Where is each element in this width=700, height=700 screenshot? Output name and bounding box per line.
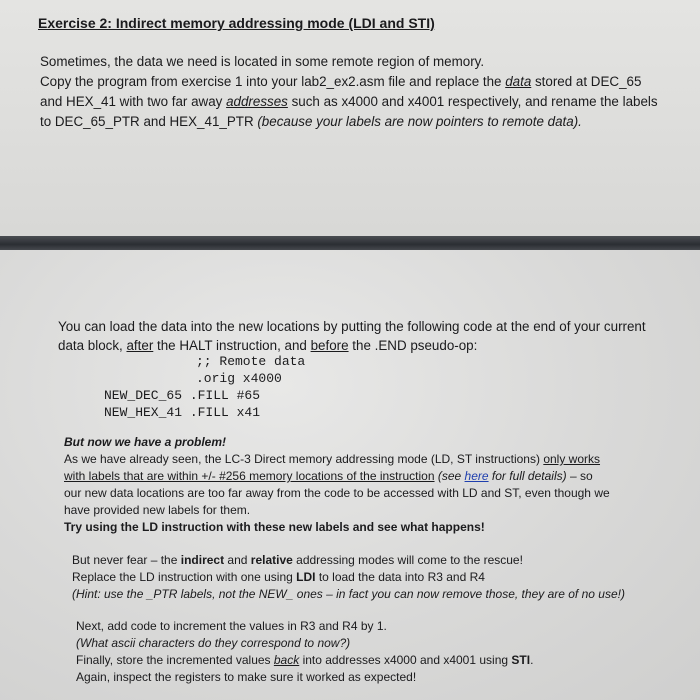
code-comment: ;; Remote data [196,354,306,369]
intro-line-4: to DEC_65_PTR and HEX_41_PTR (because your labels are now pointers to remote data). [40,114,582,129]
fix-hint: (Hint: use the _PTR labels, not the NEW_ ones – in fact you can now remove those, they are of no use!) [72,587,625,601]
page-divider [0,236,700,250]
problem-heading: But now we have a problem! [64,435,227,449]
next-line-2: (What ascii characters do they correspond to now?) [76,636,351,650]
fix-line-2: Replace the LD instruction with one using LDI to load the data into R3 and R4 [72,570,485,584]
load-line-2: data block, after the HALT instruction, and before the .END pseudo-op: [58,338,478,353]
next-line-1: Next, add code to increment the values in R3 and R4 by 1. [76,619,387,633]
intro-line-3: and HEX_41 with two far away addresses such as x4000 and x4001 respectively, and rename the labels [40,94,658,109]
code-orig: .orig x4000 [196,371,282,386]
bottom-page [0,250,700,700]
load-line-1: You can load the data into the new locations by putting the following code at the end of your current [58,319,646,334]
here-link[interactable]: here [464,469,489,483]
next-line-3: Finally, store the incremented values back into addresses x4000 and x4001 using STI. [76,653,534,667]
problem-line-2: with labels that are within +/- #256 memory locations of the instruction (see here for full details) – so [64,469,593,483]
problem-line-3: our new data locations are too far away from the code to be accessed with LD and ST, even though we [64,486,610,500]
intro-line-2: Copy the program from exercise 1 into your lab2_ex2.asm file and replace the data stored at DEC_65 [40,74,642,89]
next-line-4: Again, inspect the registers to make sure it worked as expected! [76,670,417,684]
problem-line-4: have provided new labels for them. [64,503,251,517]
fix-line-1: But never fear – the indirect and relative addressing modes will come to the rescue! [72,553,523,567]
exercise-title: Exercise 2: Indirect memory addressing mode (LDI and STI) [38,15,435,31]
intro-line-1: Sometimes, the data we need is located in some remote region of memory. [40,54,485,69]
problem-line-1: As we have already seen, the LC-3 Direct memory addressing mode (LD, ST instructions) only works [64,452,601,466]
code-fill-hex: NEW_HEX_41 .FILL x41 [104,405,261,420]
problem-line-5: Try using the LD instruction with these new labels and see what happens! [64,520,485,534]
top-page [0,0,700,236]
code-fill-dec: NEW_DEC_65 .FILL #65 [104,388,261,403]
